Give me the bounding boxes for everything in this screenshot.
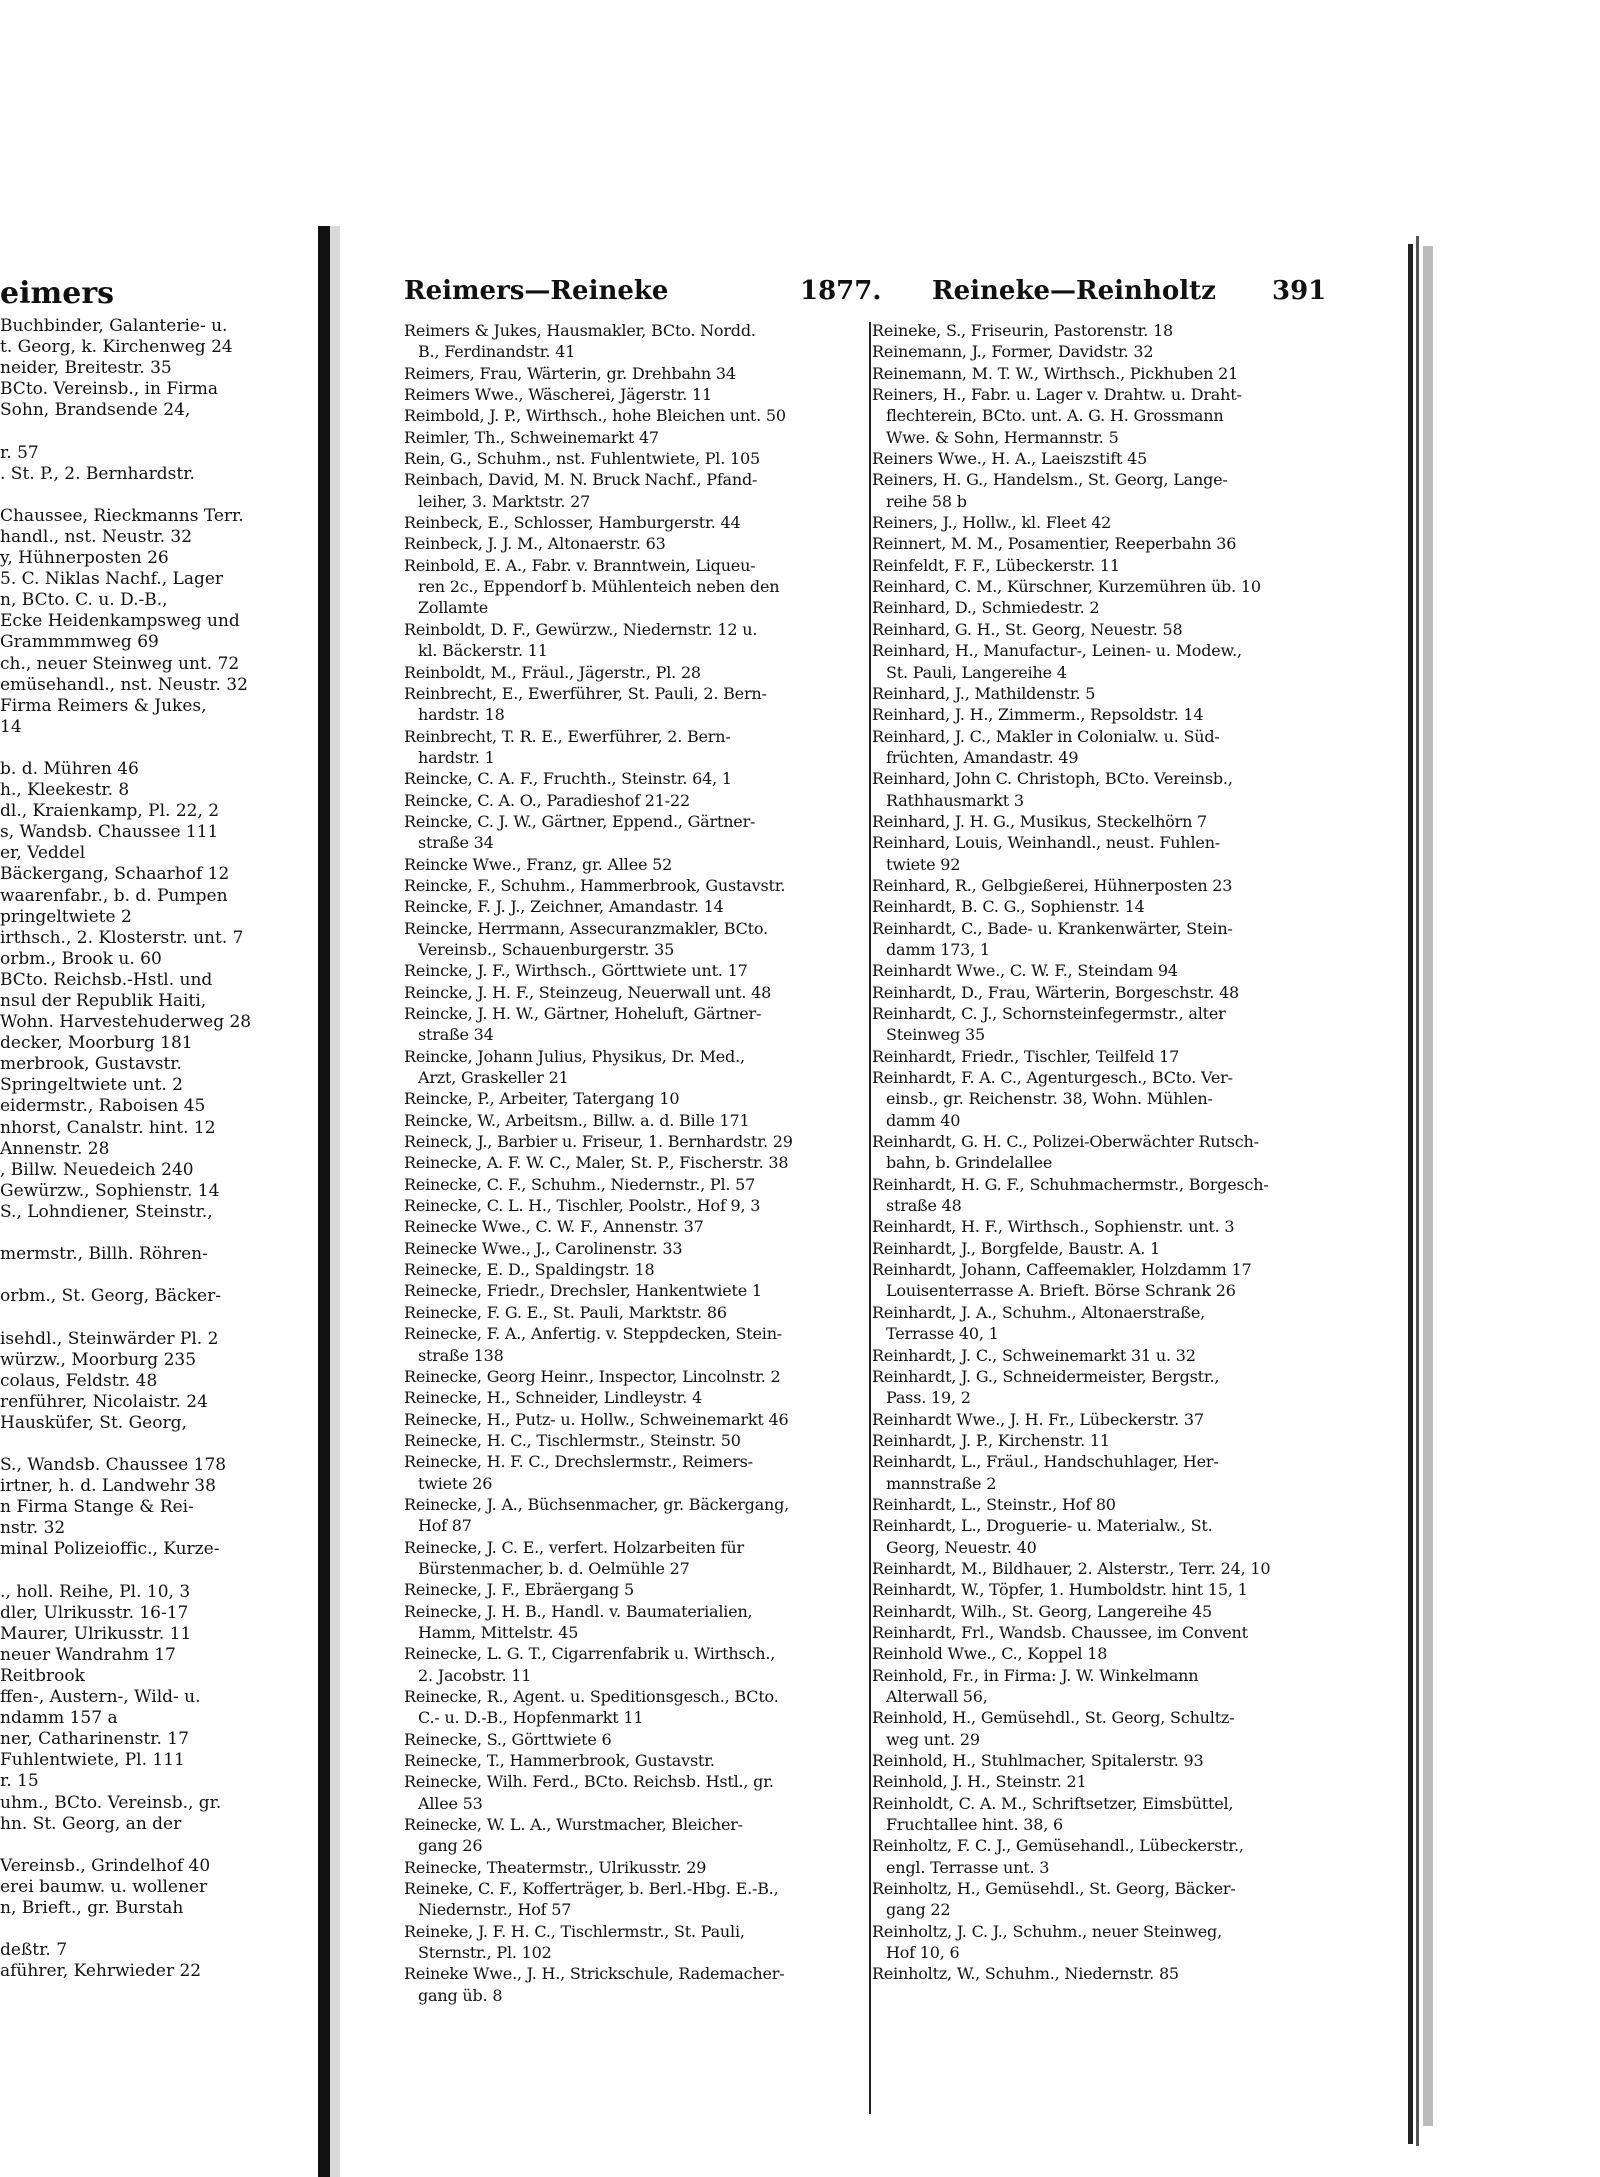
directory-line: Reinecke, H. C., Tischlermstr., Steinstr. 50 <box>404 1430 741 1450</box>
directory-line: Sohn, Brandsende 24, <box>0 400 191 421</box>
header-range-left: Reimers—Reineke <box>404 276 669 306</box>
directory-line: Reinecke Wwe., C. W. F., Annenstr. 37 <box>404 1217 704 1237</box>
directory-line: Reinhardt, B. C. G., Sophienstr. 14 <box>872 897 1145 917</box>
directory-line: straße 138 <box>418 1345 504 1365</box>
previous-page-strip <box>0 0 322 2177</box>
directory-line: hardstr. 18 <box>418 705 505 725</box>
directory-line: y, Hühnerposten 26 <box>0 548 169 569</box>
directory-line: straße 34 <box>418 833 494 853</box>
header-range-right: Reineke—Reinholtz <box>932 276 1216 306</box>
directory-line: BCto. Reichsb.-Hstl. und <box>0 969 213 990</box>
directory-line: S., Wandsb. Chaussee 178 <box>0 1455 227 1476</box>
directory-line: neuer Wandrahm 17 <box>0 1644 176 1665</box>
directory-line: Reinhardt, L., Steinstr., Hof 80 <box>872 1494 1116 1514</box>
directory-line: leiher, 3. Marktstr. 27 <box>418 491 591 511</box>
directory-line: Reincke, C. J. W., Gärtner, Eppend., Gärtner- <box>404 811 756 831</box>
directory-line: minal Polizeioffic., Kurze- <box>0 1539 220 1560</box>
directory-line: twiete 26 <box>418 1473 493 1493</box>
directory-line: Reincke Wwe., Franz, gr. Allee 52 <box>404 854 673 874</box>
directory-line: Reitbrook <box>0 1666 85 1686</box>
directory-line: Reinhardt, G. H. C., Polizei-Oberwächter Rutsch- <box>872 1132 1259 1152</box>
directory-line: Buchbinder, Galanterie- u. <box>0 316 228 336</box>
directory-line: Reinecke, R., Agent. u. Speditionsgesch., BCto. <box>404 1687 779 1706</box>
directory-line: Reinhardt, F. A. C., Agenturgesch., BCto. Ver- <box>872 1068 1233 1088</box>
directory-line: Louisenterrasse A. Brieft. Börse Schrank 26 <box>886 1281 1236 1301</box>
directory-line: deßtr. 7 <box>0 1940 68 1961</box>
directory-line: Reincke, C. A. F., Fruchth., Steinstr. 64, 1 <box>404 769 732 789</box>
directory-line: Arzt, Graskeller 21 <box>418 1068 569 1088</box>
directory-line: Reinhold, H., Stuhlmacher, Spitalerstr. 93 <box>872 1751 1204 1771</box>
directory-line: orbm., Brook u. 60 <box>0 948 162 969</box>
directory-line <box>0 1561 322 1582</box>
directory-line: merbrook, Gustavstr. <box>0 1054 182 1075</box>
directory-line: Reinecke, J. A., Büchsenmacher, gr. Bäckergang, <box>404 1494 790 1514</box>
directory-line: Bürstenmacher, b. d. Oelmühle 27 <box>418 1558 690 1578</box>
directory-line: Reinecke, J. H. B., Handl. v. Baumaterialien, <box>404 1601 753 1621</box>
directory-line: Reinecke, Friedr., Drechsler, Hankentwiete 1 <box>404 1281 762 1301</box>
directory-line: Chaussee, Rieckmanns Terr. <box>0 505 244 526</box>
directory-line: Reinhardt, M., Bildhauer, 2. Alsterstr., Terr. 24, 10 <box>872 1558 1271 1578</box>
directory-line: Reinfeldt, F. F., Lübeckerstr. 11 <box>872 555 1120 575</box>
directory-line: Reimers & Jukes, Hausmakler, BCto. Nordd. <box>404 321 756 340</box>
page-header <box>404 276 1332 316</box>
directory-line: Reinbeck, E., Schlosser, Hamburgerstr. 44 <box>404 513 741 533</box>
directory-line: Reinecke, H., Putz- u. Hollw., Schweinemarkt 46 <box>404 1409 789 1429</box>
directory-column-right <box>872 320 1338 1985</box>
directory-line: emüsehandl., nst. Neustr. 32 <box>0 674 248 695</box>
directory-line: Hausküfer, St. Georg, <box>0 1412 187 1433</box>
directory-line: Reimler, Th., Schweinemarkt 47 <box>404 427 659 447</box>
directory-line: pringeltwiete 2 <box>0 906 132 927</box>
directory-line: Firma Reimers & Jukes, <box>0 695 207 716</box>
directory-line: Reinhard, J. H. G., Musikus, Steckelhörn 7 <box>872 811 1208 831</box>
directory-line: mannstraße 2 <box>886 1473 997 1493</box>
directory-line: Alterwall 56, <box>886 1687 988 1706</box>
directory-line: Reincke, Johann Julius, Physikus, Dr. Med., <box>404 1046 745 1066</box>
directory-line: ndamm 157 a <box>0 1708 118 1729</box>
directory-line: Fuhlentwiete, Pl. 111 <box>0 1750 185 1771</box>
directory-line: dl., Kraienkamp, Pl. 22, 2 <box>0 801 220 822</box>
directory-line: Vereinsb., Schauenburgerstr. 35 <box>418 939 675 959</box>
directory-line: Reinhardt, H. F., Wirthsch., Sophienstr. unt. 3 <box>872 1217 1235 1237</box>
directory-line: Springeltwiete unt. 2 <box>0 1075 183 1096</box>
directory-line: straße 48 <box>886 1196 962 1216</box>
directory-line: Reinecke, H., Schneider, Lindleystr. 4 <box>404 1388 703 1408</box>
directory-line: Terrasse 40, 1 <box>886 1324 999 1344</box>
directory-line: Reinhold, H., Gemüsehdl., St. Georg, Schultz- <box>872 1708 1235 1728</box>
directory-line: handl., nst. Neustr. 32 <box>0 526 193 547</box>
directory-line <box>0 1307 322 1328</box>
directory-line: Reinecke, C. L. H., Tischler, Poolstr., Hof 9, 3 <box>404 1196 761 1216</box>
directory-line: neider, Breitestr. 35 <box>0 358 172 379</box>
directory-line: kl. Bäckerstr. 11 <box>418 641 548 661</box>
directory-line: straße 34 <box>418 1025 494 1045</box>
directory-line: colaus, Feldstr. 48 <box>0 1370 158 1391</box>
directory-line: Gewürzw., Sophienstr. 14 <box>0 1180 220 1201</box>
directory-line: flechterein, BCto. unt. A. G. H. Grossmann <box>886 406 1224 426</box>
previous-page-lines <box>0 316 322 1982</box>
directory-line: uhm., BCto. Vereinsb., gr. <box>0 1792 222 1813</box>
directory-line: Reinecke, F. G. E., St. Pauli, Marktstr. 86 <box>404 1302 727 1322</box>
directory-line: Reinecke, C. F., Schuhm., Niedernstr., Pl. 57 <box>404 1174 756 1194</box>
directory-line: orbm., St. Georg, Bäcker- <box>0 1286 221 1307</box>
directory-line: Bäckergang, Schaarhof 12 <box>0 864 230 885</box>
directory-line: Vereinsb., Grindelhof 40 <box>0 1855 211 1876</box>
directory-line: Reinhardt Wwe., J. H. Fr., Lübeckerstr. 37 <box>872 1409 1204 1429</box>
directory-line: engl. Terrasse unt. 3 <box>886 1857 1050 1877</box>
directory-line: Rathhausmarkt 3 <box>886 790 1024 810</box>
directory-line: Georg, Neuestr. 40 <box>886 1537 1037 1557</box>
directory-line: Reinhardt, Wilh., St. Georg, Langereihe 45 <box>872 1601 1212 1621</box>
directory-line: Reinhard, G. H., St. Georg, Neuestr. 58 <box>872 619 1183 639</box>
directory-line: ., holl. Reihe, Pl. 10, 3 <box>0 1581 191 1602</box>
directory-line: Reinecke, W. L. A., Wurstmacher, Bleicher- <box>404 1815 743 1835</box>
directory-line: Reineke, J. F. H. C., Tischlermstr., St. Pauli, <box>404 1921 745 1941</box>
directory-line: mermstr., Billh. Röhren- <box>0 1244 208 1265</box>
directory-line: n Firma Stange & Rei- <box>0 1497 194 1518</box>
directory-line: hardstr. 1 <box>418 747 495 767</box>
directory-line: Hof 87 <box>418 1516 472 1536</box>
directory-line: Reinholdt, C. A. M., Schriftsetzer, Eimsbüttel, <box>872 1793 1234 1813</box>
directory-line: ren 2c., Eppendorf b. Mühlenteich neben den <box>418 577 780 597</box>
directory-line: b. d. Mühren 46 <box>0 758 139 779</box>
directory-line: dler, Ulrikusstr. 16-17 <box>0 1602 189 1623</box>
directory-line: Reinhardt, W., Töpfer, 1. Humboldstr. hint 15, 1 <box>872 1580 1248 1600</box>
directory-line: S., Lohndiener, Steinstr., <box>0 1201 213 1222</box>
directory-line: ffen-, Austern-, Wild- u. <box>0 1687 201 1708</box>
directory-line: Grammmmweg 69 <box>0 632 159 653</box>
directory-line: er, Veddel <box>0 843 86 864</box>
directory-line: Reinhard, D., Schmiedestr. 2 <box>872 598 1100 618</box>
directory-line: ch., neuer Steinweg unt. 72 <box>0 653 240 674</box>
directory-line: Reinholtz, H., Gemüsehdl., St. Georg, Bäcker- <box>872 1879 1236 1899</box>
directory-line: Reineke Wwe., J. H., Strickschule, Rademacher- <box>404 1964 785 1984</box>
directory-line: nhorst, Canalstr. hint. 12 <box>0 1117 216 1138</box>
directory-line: Fruchtallee hint. 38, 6 <box>886 1815 1063 1835</box>
directory-line: damm 40 <box>886 1110 961 1130</box>
directory-line: Reinhold, Fr., in Firma: J. W. Winkelmann <box>872 1665 1199 1685</box>
directory-line: C.- u. D.-B., Hopfenmarkt 11 <box>418 1708 644 1728</box>
directory-line <box>0 1223 322 1244</box>
directory-line: r. 57 <box>0 442 39 463</box>
directory-line: twiete 92 <box>886 854 961 874</box>
directory-line: Reinhardt, H. G. F., Schuhmachermstr., Borgesch- <box>872 1174 1269 1194</box>
directory-line <box>0 1835 322 1856</box>
directory-line: erei baumw. u. wollener <box>0 1876 208 1897</box>
directory-line: Reineke, C. F., Kofferträger, b. Berl.-Hbg. E.-B., <box>404 1879 779 1899</box>
directory-line: Reiners, J., Hollw., kl. Fleet 42 <box>872 513 1112 533</box>
directory-line: Reinhardt, Friedr., Tischler, Teilfeld 17 <box>872 1046 1180 1066</box>
directory-line: Reinhard, H., Manufactur-, Leinen- u. Modew., <box>872 641 1242 661</box>
directory-line: 5. C. Niklas Nachf., Lager <box>0 569 224 590</box>
directory-line: Reineke, S., Friseurin, Pastorenstr. 18 <box>872 321 1174 340</box>
directory-line: bahn, b. Grindelallee <box>886 1153 1053 1173</box>
directory-line: Reinhardt Wwe., C. W. F., Steindam 94 <box>872 961 1178 981</box>
directory-line: würzw., Moorburg 235 <box>0 1349 197 1370</box>
directory-line: Ecke Heidenkampsweg und <box>0 611 240 632</box>
directory-line: Reincke, P., Arbeiter, Tatergang 10 <box>404 1089 680 1109</box>
directory-line: Reinhard, J., Mathildenstr. 5 <box>872 683 1096 703</box>
directory-line: Hof 10, 6 <box>886 1943 960 1963</box>
directory-line: Annenstr. 28 <box>0 1138 110 1159</box>
directory-line: weg unt. 29 <box>886 1729 980 1749</box>
gutter-highlight <box>330 226 340 2177</box>
directory-line <box>0 1919 322 1940</box>
directory-line: isehdl., Steinwärder Pl. 2 <box>0 1328 219 1349</box>
directory-line: Reinecke, F. A., Anfertig. v. Steppdecken, Stein- <box>404 1324 783 1344</box>
directory-line: Reinemann, M. T. W., Wirthsch., Pickhuben 21 <box>872 363 1239 383</box>
directory-line: Steinweg 35 <box>886 1025 985 1045</box>
directory-line: Reiners, H., Fabr. u. Lager v. Drahtw. u. Draht- <box>872 385 1242 405</box>
directory-column-left <box>404 320 870 2006</box>
directory-line: Reinecke, S., Görttwiete 6 <box>404 1729 612 1749</box>
directory-line: St. Pauli, Langereihe 4 <box>886 662 1067 682</box>
directory-line: , Billw. Neuedeich 240 <box>0 1159 194 1180</box>
directory-line: Reinhold Wwe., C., Koppel 18 <box>872 1644 1108 1664</box>
page-edge-line <box>1416 236 1419 2146</box>
directory-line: Reinhard, J. H., Zimmerm., Repsoldstr. 14 <box>872 705 1204 725</box>
directory-line: reihe 58 b <box>886 491 967 511</box>
directory-line: B., Ferdinandstr. 41 <box>418 342 576 362</box>
directory-line: Pass. 19, 2 <box>886 1388 971 1408</box>
directory-line: h., Kleekestr. 8 <box>0 780 130 801</box>
directory-line: Reinecke, J. F., Ebräergang 5 <box>404 1580 634 1600</box>
directory-line: s, Wandsb. Chaussee 111 <box>0 822 219 843</box>
page-edge-fade <box>1423 246 1433 2126</box>
directory-line: Reinholtz, W., Schuhm., Niedernstr. 85 <box>872 1964 1179 1984</box>
directory-line: irtner, h. d. Landwehr 38 <box>0 1476 216 1497</box>
directory-line: Reinecke, Wilh. Ferd., BCto. Reichsb. Hstl., gr. <box>404 1772 774 1792</box>
directory-line: gang üb. 8 <box>418 1985 503 2005</box>
page-edge-shadow <box>1408 244 1413 2144</box>
directory-line: Reinhard, John C. Christoph, BCto. Vereinsb., <box>872 769 1233 789</box>
directory-line: gang 22 <box>886 1900 951 1920</box>
directory-line: damm 173, 1 <box>886 939 990 959</box>
directory-line: Reincke, J. H. W., Gärtner, Hoheluft, Gärtner- <box>404 1004 762 1023</box>
previous-page-header: eimers <box>0 276 115 311</box>
directory-line: Reinboldt, M., Fräul., Jägerstr., Pl. 28 <box>404 662 701 682</box>
directory-line: Reimers, Frau, Wärterin, gr. Drehbahn 34 <box>404 363 736 383</box>
directory-line: Reimers Wwe., Wäscherei, Jägerstr. 11 <box>404 385 713 405</box>
page-number: 391 <box>1272 276 1327 306</box>
directory-line: ner, Catharinenstr. 17 <box>0 1729 189 1750</box>
directory-line: aführer, Kehrwieder 22 <box>0 1961 202 1982</box>
directory-line: . St. P., 2. Bernhardstr. <box>0 463 195 484</box>
directory-line: Reinhardt, J. G., Schneidermeister, Bergstr., <box>872 1366 1220 1386</box>
gutter-shadow <box>318 226 330 2177</box>
directory-line: Reinholtz, J. C. J., Schuhm., neuer Steinweg, <box>872 1921 1222 1941</box>
directory-line: Reinbrecht, T. R. E., Ewerführer, 2. Bern- <box>404 726 731 746</box>
directory-line: r. 15 <box>0 1771 39 1792</box>
directory-line: Sternstr., Pl. 102 <box>418 1943 552 1963</box>
directory-line: Reincke, F., Schuhm., Hammerbrook, Gustavstr. <box>404 875 786 895</box>
directory-line: Reinbach, David, M. N. Bruck Nachf., Pfand- <box>404 470 758 490</box>
directory-line: Reinhardt, L., Fräul., Handschuhlager, Her- <box>872 1452 1219 1472</box>
directory-line: Reincke, J. F., Wirthsch., Görttwiete unt. 17 <box>404 961 748 981</box>
directory-line: Reincke, W., Arbeitsm., Billw. a. d. Bille 171 <box>404 1110 750 1130</box>
directory-line: Reinhardt, J. C., Schweinemarkt 31 u. 32 <box>872 1345 1196 1365</box>
directory-line: Rein, G., Schuhm., nst. Fuhlentwiete, Pl. 105 <box>404 449 760 469</box>
directory-line: irthsch., 2. Klosterstr. unt. 7 <box>0 927 244 948</box>
directory-line: Reinecke, T., Hammerbrook, Gustavstr. <box>404 1751 715 1771</box>
directory-line: BCto. Vereinsb., in Firma <box>0 379 218 400</box>
directory-line: früchten, Amandastr. 49 <box>886 747 1079 767</box>
directory-line: Reinhard, R., Gelbgießerei, Hühnerposten 23 <box>872 875 1233 895</box>
directory-line: Reinhard, J. C., Makler in Colonialw. u. Süd- <box>872 726 1220 746</box>
directory-line: Reinhardt, C. J., Schornsteinfegermstr., alter <box>872 1004 1226 1023</box>
directory-line: n, Brieft., gr. Burstah <box>0 1898 184 1919</box>
directory-line: Reinhardt, Johann, Caffeemakler, Holzdamm 17 <box>872 1260 1252 1280</box>
directory-line: Reincke, Herrmann, Assecuranzmakler, BCto. <box>404 918 768 938</box>
directory-line: Reincke, J. H. F., Steinzeug, Neuerwall unt. 48 <box>404 982 772 1002</box>
directory-line <box>0 738 322 759</box>
directory-line: nsul der Republik Haiti, <box>0 991 207 1011</box>
directory-line: Reinhardt, L., Droguerie- u. Materialw., St. <box>872 1516 1213 1536</box>
directory-line: Reinhardt, Frl., Wandsb. Chaussee, im Convent <box>872 1622 1248 1642</box>
directory-line: Reinecke, J. C. E., verfert. Holzarbeiten für <box>404 1537 744 1557</box>
directory-line <box>0 421 322 442</box>
directory-line: Niedernstr., Hof 57 <box>418 1900 572 1920</box>
directory-line: Reineck, J., Barbier u. Friseur, 1. Bernhardstr. 29 <box>404 1132 793 1152</box>
directory-line: Reinecke, H. F. C., Drechslermstr., Reimers- <box>404 1452 753 1472</box>
directory-line: Reinecke, A. F. W. C., Maler, St. P., Fischerstr. 38 <box>404 1153 789 1173</box>
directory-line: Reinhardt, D., Frau, Wärterin, Borgeschstr. 48 <box>872 982 1240 1002</box>
directory-line: decker, Moorburg 181 <box>0 1033 193 1054</box>
directory-line: Wwe. & Sohn, Hermannstr. 5 <box>886 427 1119 447</box>
directory-line: Reinhardt, J., Borgfelde, Baustr. A. 1 <box>872 1238 1160 1258</box>
directory-line: nstr. 32 <box>0 1518 66 1539</box>
directory-line: Reinecke, Theatermstr., Ulrikusstr. 29 <box>404 1857 707 1877</box>
directory-line: Reinecke, E. D., Spaldingstr. 18 <box>404 1260 655 1280</box>
directory-line: waarenfabr., b. d. Pumpen <box>0 885 228 906</box>
directory-line <box>0 1265 322 1286</box>
directory-line: Reinhardt, J. P., Kirchenstr. 11 <box>872 1430 1110 1450</box>
directory-line: Reiners Wwe., H. A., Laeiszstift 45 <box>872 449 1148 469</box>
directory-line: Reinnert, M. M., Posamentier, Reeperbahn 36 <box>872 534 1237 554</box>
directory-line: einsb., gr. Reichenstr. 38, Wohn. Mühlen- <box>886 1089 1213 1109</box>
directory-line: Reinecke Wwe., J., Carolinenstr. 33 <box>404 1238 683 1258</box>
directory-line: Reiners, H. G., Handelsm., St. Georg, Lange- <box>872 470 1228 490</box>
directory-line <box>0 485 322 506</box>
column-divider <box>869 322 871 2114</box>
directory-line: Reinecke, Georg Heinr., Inspector, Lincolnstr. 2 <box>404 1366 781 1386</box>
directory-line: Reincke, F. J. J., Zeichner, Amandastr. 14 <box>404 897 724 917</box>
directory-line: gang 26 <box>418 1836 483 1856</box>
directory-line: Zollamte <box>418 598 488 618</box>
directory-line: Reinhardt, C., Bade- u. Krankenwärter, Stein- <box>872 918 1233 938</box>
directory-line: Reinboldt, D. F., Gewürzw., Niedernstr. 12 u. <box>404 619 758 639</box>
directory-line: 2. Jacobstr. 11 <box>418 1665 532 1685</box>
directory-line: Reinemann, J., Former, Davidstr. 32 <box>872 342 1154 362</box>
directory-line: Reinbold, E. A., Fabr. v. Branntwein, Liqueu- <box>404 555 756 575</box>
directory-line: Reinbrecht, E., Ewerführer, St. Pauli, 2. Bern- <box>404 683 767 703</box>
directory-line: Reinhardt, J. A., Schuhm., Altonaerstraße, <box>872 1302 1206 1322</box>
directory-line: Wohn. Harvestehuderweg 28 <box>0 1012 252 1033</box>
directory-line: Maurer, Ulrikusstr. 11 <box>0 1623 192 1644</box>
directory-line: Reinbeck, J. J. M., Altonaerstr. 63 <box>404 534 666 554</box>
directory-line: Reinhold, J. H., Steinstr. 21 <box>872 1772 1087 1792</box>
directory-line <box>0 1434 322 1455</box>
header-year: 1877. <box>800 276 882 306</box>
directory-line: Reinhard, Louis, Weinhandl., neust. Fuhlen- <box>872 833 1221 853</box>
directory-line: 14 <box>0 716 22 737</box>
directory-line: Reincke, C. A. O., Paradieshof 21-22 <box>404 790 690 810</box>
directory-line: Reimbold, J. P., Wirthsch., hohe Bleichen unt. 50 <box>404 406 786 426</box>
directory-line: Reinhard, C. M., Kürschner, Kurzemühren üb. 10 <box>872 577 1261 597</box>
directory-line: Reinecke, L. G. T., Cigarrenfabrik u. Wirthsch., <box>404 1644 776 1664</box>
directory-line: eidermstr., Raboisen 45 <box>0 1096 206 1117</box>
directory-line: Hamm, Mittelstr. 45 <box>418 1622 579 1642</box>
directory-line: Allee 53 <box>418 1793 483 1813</box>
directory-line: renführer, Nicolaistr. 24 <box>0 1391 208 1412</box>
directory-line: t. Georg, k. Kirchenweg 24 <box>0 337 233 358</box>
directory-line: n, BCto. C. u. D.-B., <box>0 590 168 611</box>
directory-line: Reinholtz, F. C. J., Gemüsehandl., Lübeckerstr., <box>872 1836 1244 1856</box>
directory-line: hn. St. Georg, an der <box>0 1813 182 1834</box>
